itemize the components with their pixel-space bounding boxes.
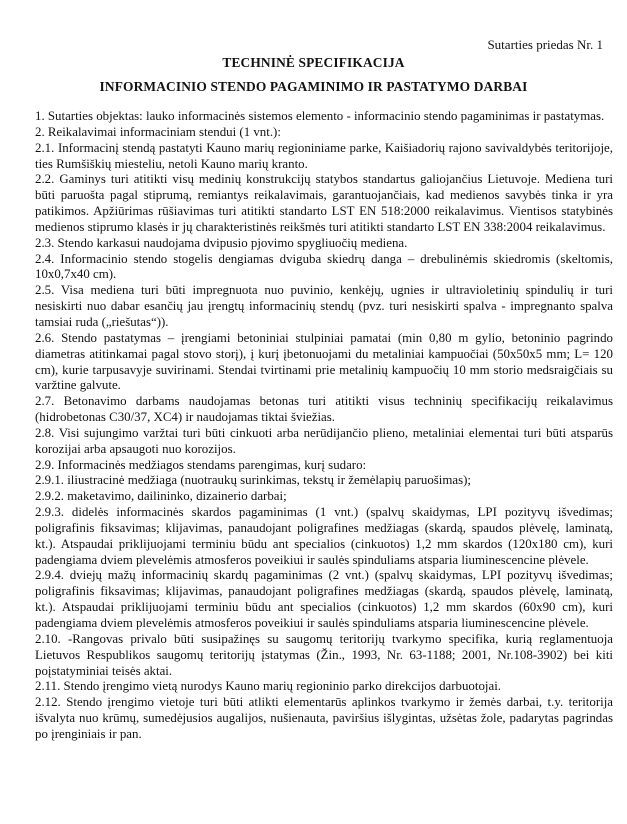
paragraph-2-2: 2.2. Gaminys turi atitikti visų medinių konstrukcijų statybos standartus galiojančius Lietuvoje. Mediena turi būti paruošta pagal stiprumą, remiantys reikalavimais, garantuojančiais, kad medienos savybės tinka ir yra patikimos. Apžiūrimas rūšiavimas turi atitikti standarto LST EN 518:2000 reikalavimus. Vientisos statybinės medienos stiprumo klasės ir jų charakteristinės reikšmės turi atitikti standarto LST EN 338:2004 reikalavimus. [35, 172, 613, 234]
paragraph-2-1: 2.1. Informacinį stendą pastatyti Kauno marių regioniniame parke, Kaišiadorių rajono savivaldybės teritorijoje, ties Rumšiškių miesteliu, netoli Kauno marių kranto. [35, 140, 613, 171]
paragraph-2-9-4: 2.9.4. dviejų mažų informacinių skardų pagaminimas (2 vnt.) (spalvų skaidymas, LPI pozityvų išvedimas; poligrafinis fiksavimas; klijavimas, panaudojant poligrafines medžiagas (skardą, spaudos plėvelę, laminatą, kt.). Atspaudai priklijuojami terminiu būdu ant specialios (cinkuotos) 1,2 mm skardos (60x90 cm), kuri padengiama dviem plevelėmis atmosferos poveikiui ir saulės spinduliams atsparia liuminescencine plėvele. [35, 568, 613, 630]
paragraph-2-6: 2.6. Stendo pastatymas – įrengiami betoniniai stulpiniai pamatai (min 0,80 m gylio, betoninio pagrindo diametras atitinkamai pagal stovo storį), į kurį įbetonuojami du metaliniai kampuočiai (50x50x5 mm; L= 120 cm), kurie tarpusavyje suvirinami. Stendai tvirtinami prie metalinių kampuočių 10 mm storio medsraigčiais su varžtine galvute. [35, 330, 613, 393]
paragraph-2-11: 2.11. Stendo įrengimo vietą nurodys Kauno marių regioninio parko direkcijos darbuotojai. [35, 679, 501, 694]
contract-annex-label: Sutarties priedas Nr. 1 [487, 37, 603, 52]
document-subtitle: INFORMACINIO STENDO PAGAMINIMO IR PASTATYMO DARBAI [99, 79, 528, 94]
paragraph-2-5: 2.5. Visa mediena turi būti impregnuota nuo puvinio, kenkėjų, ugnies ir ultravioletinių spindulių ir turi nesiskirti nuo dabar esančių jau įrengtų informacinių stendų (pvz. turi nesiskirti spalva - impregnanto spalva tamsiai ruda („riešutas“)). [35, 283, 613, 329]
paragraph-2-9-1: 2.9.1. iliustracinė medžiaga (nuotraukų surinkimas, tekstų ir žemėlapių paruošimas); [35, 473, 472, 488]
paragraph-2-9-3: 2.9.3. didelės informacinės skardos pagaminimas (1 vnt.) (spalvų skaidymas, LPI pozityvų išvedimas; poligrafinis fiksavimas; klijavimas, panaudojant poligrafines medžiagas (skardą, spaudos plėvelę, laminatą, kt.). Atspaudai priklijuojami terminiu būdu ant specialios (cinkuotos) 1,2 mm skardos (120x180 cm), kuri padengiama dviem plevelėmis atmosferos poveikiui ir saulės spinduliams atsparia liuminescencine plėvele. [35, 505, 613, 567]
paragraph-2-9-2: 2.9.2. maketavimo, dailininko, dizainerio darbai; [35, 489, 287, 504]
paragraph-2-4: 2.4. Informacinio stendo stogelis dengiamas dviguba skiedrų danga – drebulinėmis skiedromis (skeltomis, 10x0,7x40 cm). [35, 251, 613, 282]
paragraph-2-7: 2.7. Betonavimo darbams naudojamas betonas turi atitikti visus techninių specifikacijų reikalavimus (hidrobetonas C30/37, XC4) ir naudojamas tiktai šviežias. [35, 394, 613, 425]
paragraph-objektas: 1. Sutarties objektas: lauko informacinės sistemos elemento - informacinio stendo pagaminimas ir pastatymas. [35, 109, 605, 123]
paragraph-2-8: 2.8. Visi sujungimo varžtai turi būti cinkuoti arba nerūdijančio plieno, metaliniai elementai turi būti atsparūs korozijai arba apsaugoti nuo korozijos. [35, 425, 613, 456]
paragraph-reikalavimai: 2. Reikalavimai informaciniam stendui (1 vnt.): [35, 124, 281, 139]
paragraph-2-9: 2.9. Informacinės medžiagos stendams parengimas, kurį sudaro: [35, 457, 367, 472]
document-title: TECHNINĖ SPECIFIKACIJA [222, 55, 405, 70]
document-body [35, 109, 613, 743]
paragraph-2-3: 2.3. Stendo karkasui naudojama dvipusio pjovimo spygliuočių mediena. [35, 235, 408, 250]
paragraph-2-10: 2.10. -Rangovas privalo būti susipažinęs su saugomų teritorijų tvarkymo specifika, kurią reglamentuoja Lietuvos Respublikos saugomų teritorijų įstatymas (Žin., 1993, Nr. 63-1188; 2001, Nr.108-3902) bei kiti poįstatyminiai teisės aktai. [35, 631, 613, 678]
paragraph-2-12: 2.12. Stendo įrengimo vietoje turi būti atlikti elementarūs aplinkos tvarkymo ir žemės darbai, t.y. teritorija išvalyta nuo krūmų, sumedėjusios augalijos, nušienauta, paviršius išlygintas, užsėtas žole, padarytas pagrindas po įrenginiais ir pan. [35, 695, 613, 741]
